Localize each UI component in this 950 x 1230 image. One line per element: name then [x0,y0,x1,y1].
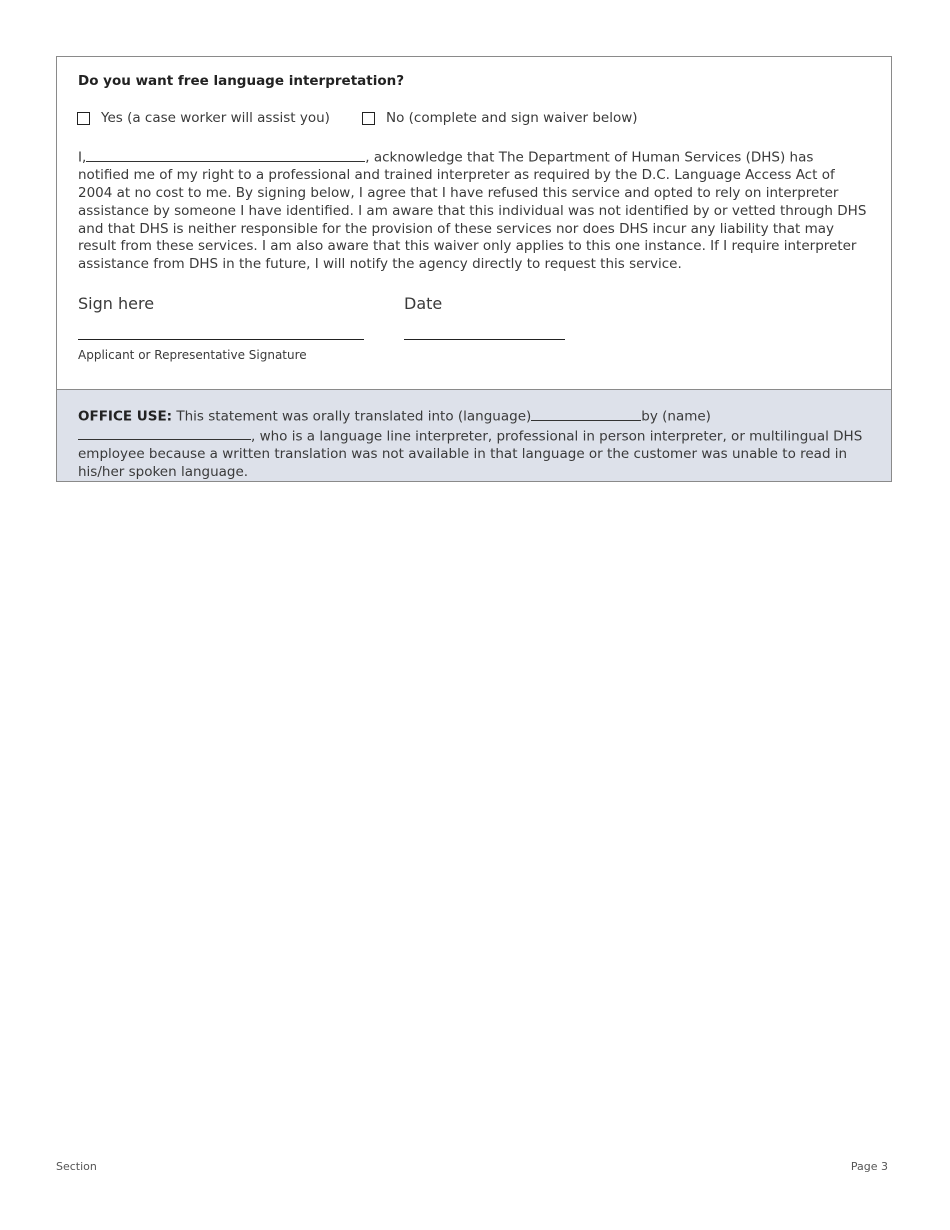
office-use-text [78,406,874,481]
footer-page-number: Page 3 [850,1160,888,1173]
waiver-statement [78,147,868,274]
option-no[interactable] [362,110,638,126]
yes-label: Yes (a case worker will assist you) [101,110,330,126]
yes-checkbox[interactable] [77,112,90,125]
office-use-part4: who is a language line interpreter, professional in person interpreter, or multilingual DHS employee because a written translation was not available in that language or the customer was unable to read in his/her spoken language. [78,428,863,480]
question-heading: Do you want free language interpretation? [78,73,405,89]
option-yes[interactable] [77,110,330,126]
interpreter-name-blank-field[interactable] [78,426,251,441]
office-use-section [57,389,891,481]
no-checkbox[interactable] [362,112,375,125]
office-use-part1: This statement was orally translated into (language) [172,408,532,425]
date-label: Date [404,294,443,313]
sign-here-label: Sign here [78,294,155,313]
waiver-prefix: I, [78,149,87,166]
footer-section: Section [56,1160,97,1173]
waiver-text: , acknowledge that The Department of Human Services (DHS) has notified me of my right to a professional and trained interpreter as required by the D.C. Language Access Act of 2004 at no cost to me. By signing below, I agree that I have refused this service and opted to rely on interpreter assistance by someone I have identified. I am aware that this individual was not identified by or vetted through DHS and that DHS is neither responsible for the provision of these services nor does DHS incur any liability that may result from these services. I am also aware that this waiver only applies to this one instance. If I require interpreter assistance from DHS in the future, I will notify the agency directly to request this service. [78,149,867,273]
office-use-part3: , [251,428,256,444]
no-label: No (complete and sign waiver below) [386,110,638,126]
office-use-part2: by (name) [641,408,711,425]
date-line-field[interactable] [404,339,565,340]
waiver-section [57,57,891,389]
name-blank-field[interactable] [86,147,365,162]
signature-line-field[interactable] [78,339,364,340]
language-blank-field[interactable] [531,406,641,421]
office-use-label: OFFICE USE: [78,408,173,425]
interpretation-form [56,56,892,482]
signature-caption: Applicant or Representative Signature [78,348,307,362]
